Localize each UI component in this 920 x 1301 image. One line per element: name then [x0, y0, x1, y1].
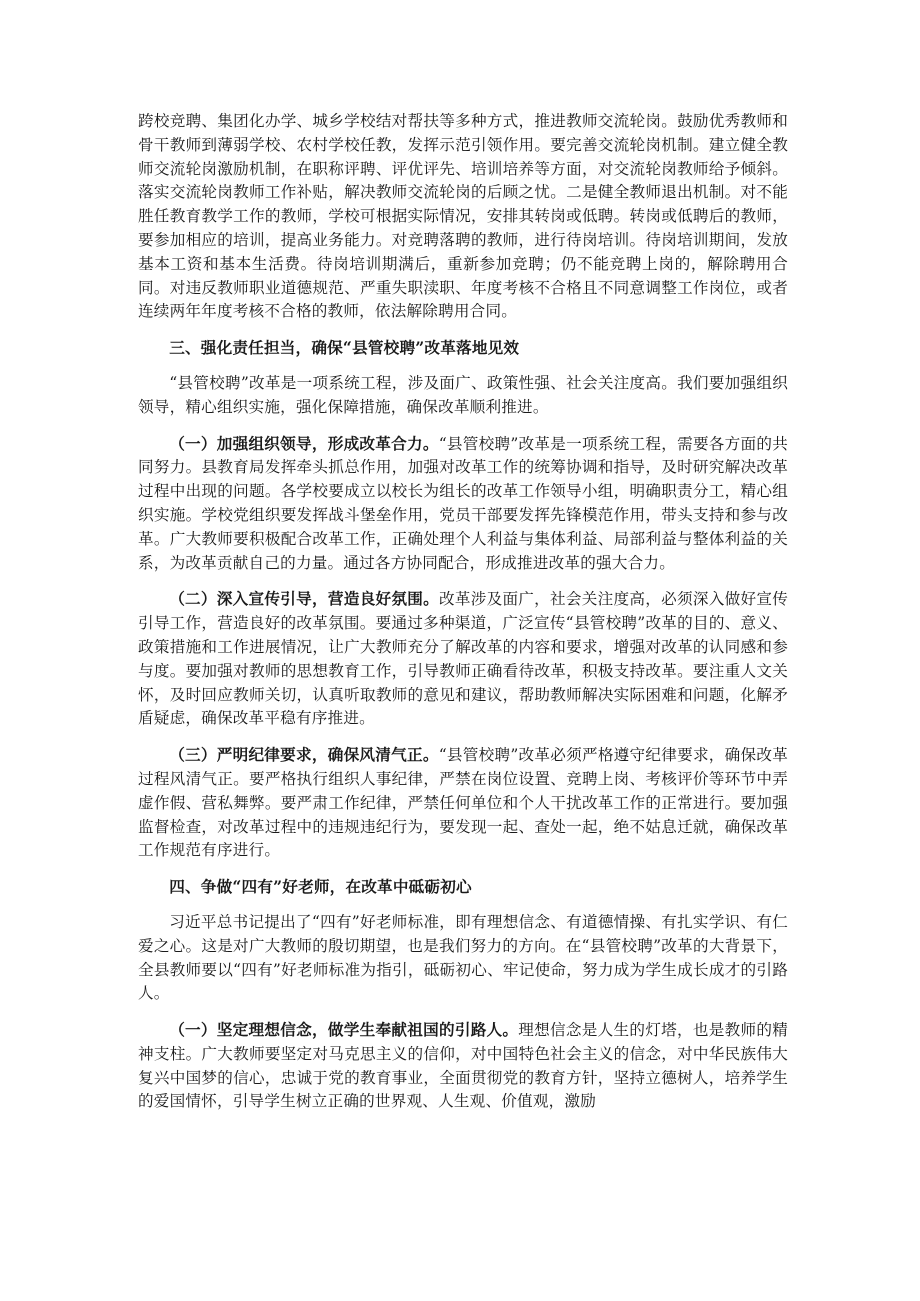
paragraph-3-1	[138, 432, 788, 576]
paragraph-intro-4: 习近平总书记提出了“四有”好老师标准，即有理想信念、有道德情操、有扎实学识、有仁爱之心。这是对广大教师的殷切期望，也是我们努力的方向。在“县管校聘”改革的大背景下，全县教师要以“四有”好老师标准为指引，砥砺初心、牢记使命，努力成为学生成长成才的引路人。	[138, 912, 788, 1003]
paragraph-3-1-body: “县管校聘”改革是一项系统工程，需要各方面的共同努力。县教育局发挥牵头抓总作用，加强对改革工作的统筹协调和指导，及时研究解决改革过程中出现的问题。各学校要成立以校长为组长的改革工作领导小组，明确职责分工，精心组织实施。学校党组织要发挥战斗堡垒作用，党员干部要发挥先锋模范作用，带头支持和参与改革。广大教师要积极配合改革工作，正确处理个人利益与集体利益、局部利益与整体利益的关系，为改革贡献自己的力量。通过各方协同配合，形成推进改革的强大合力。	[138, 434, 788, 572]
paragraph-3-2	[138, 587, 788, 731]
subheading-3-2: （二）深入宣传引导，营造良好氛围。	[169, 589, 439, 609]
document-page	[138, 110, 788, 1126]
subheading-3-3: （三）严明纪律要求，确保风清气正。	[169, 745, 439, 765]
paragraph-3-3-body: “县管校聘”改革必须严格遵守纪律要求，确保改革过程风清气正。要严格执行组织人事纪律，严禁在岗位设置、竞聘上岗、考核评价等环节中弄虚作假、营私舞弊。要严肃工作纪律，严禁任何单位和个人干扰改革工作的正常进行。要加强监督检查，对改革过程中的违规违纪行为，要发现一起、查处一起，绝不姑息迁就，确保改革工作规范有序进行。	[138, 746, 788, 860]
paragraph-4-1	[138, 1018, 788, 1114]
paragraph-3-2-body: 改革涉及面广，社会关注度高，必须深入做好宣传引导工作，营造良好的改革氛围。要通过多种渠道，广泛宣传“县管校聘”改革的目的、意义、政策措施和工作进展情况，让广大教师充分了解改革的内容和要求，增强对改革的认同感和参与度。要加强对教师的思想教育工作，引导教师正确看待改革，积极支持改革。要注重人文关怀，及时回应教师关切，认真听取教师的意见和建议，帮助教师解决实际困难和问题，化解矛盾疑虑，确保改革平稳有序推进。	[138, 590, 789, 728]
paragraph-3-3	[138, 743, 788, 863]
subheading-3-1: （一）加强组织领导，形成改革合力。	[169, 433, 439, 453]
paragraph-intro-3: “县管校聘”改革是一项系统工程，涉及面广、政策性强、社会关注度高。我们要加强组织领导，精心组织实施，强化保障措施，确保改革顺利推进。	[138, 373, 788, 416]
section-heading-4: 四、争做“四有”好老师，在改革中砥砺初心	[169, 877, 472, 897]
section-heading-3: 三、强化责任担当，确保“县管校聘”改革落地见效	[169, 338, 520, 358]
paragraph-4-1-body: 理想信念是人生的灯塔，也是教师的精神支柱。广大教师要坚定对马克思主义的信仰，对中国特色社会主义的信念，对中华民族伟大复兴中国梦的信心，忠诚于党的教育事业，全面贯彻党的教育方针，坚持立德树人，培养学生的爱国情怀，引导学生树立正确的世界观、人生观、价值观，激励	[138, 1021, 788, 1111]
subheading-4-1: （一）坚定理想信念，做学生奉献祖国的引路人。	[169, 1020, 519, 1040]
paragraph-continued: 跨校竞聘、集团化办学、城乡学校结对帮扶等多种方式，推进教师交流轮岗。鼓励优秀教师和骨干教师到薄弱学校、农村学校任教，发挥示范引领作用。要完善交流轮岗机制。建立健全教师交流轮岗激励机制，在职称评聘、评优评先、培训培养等方面，对交流轮岗教师给予倾斜。落实交流轮岗教师工作补贴，解决教师交流轮岗的后顾之忧。二是健全教师退出机制。对不能胜任教育教学工作的教师，学校可根据实际情况，安排其转岗或低聘。转岗或低聘后的教师，要参加相应的培训，提高业务能力。对竞聘落聘的教师，进行待岗培训。待岗培训期间，发放基本工资和基本生活费。待岗培训期满后，重新参加竞聘；仍不能竞聘上岗的，解除聘用合同。对违反教师职业道德规范、严重失职渎职、年度考核不合格且不同意调整工作岗位，或者连续两年年度考核不合格的教师，依法解除聘用合同。	[138, 112, 788, 321]
